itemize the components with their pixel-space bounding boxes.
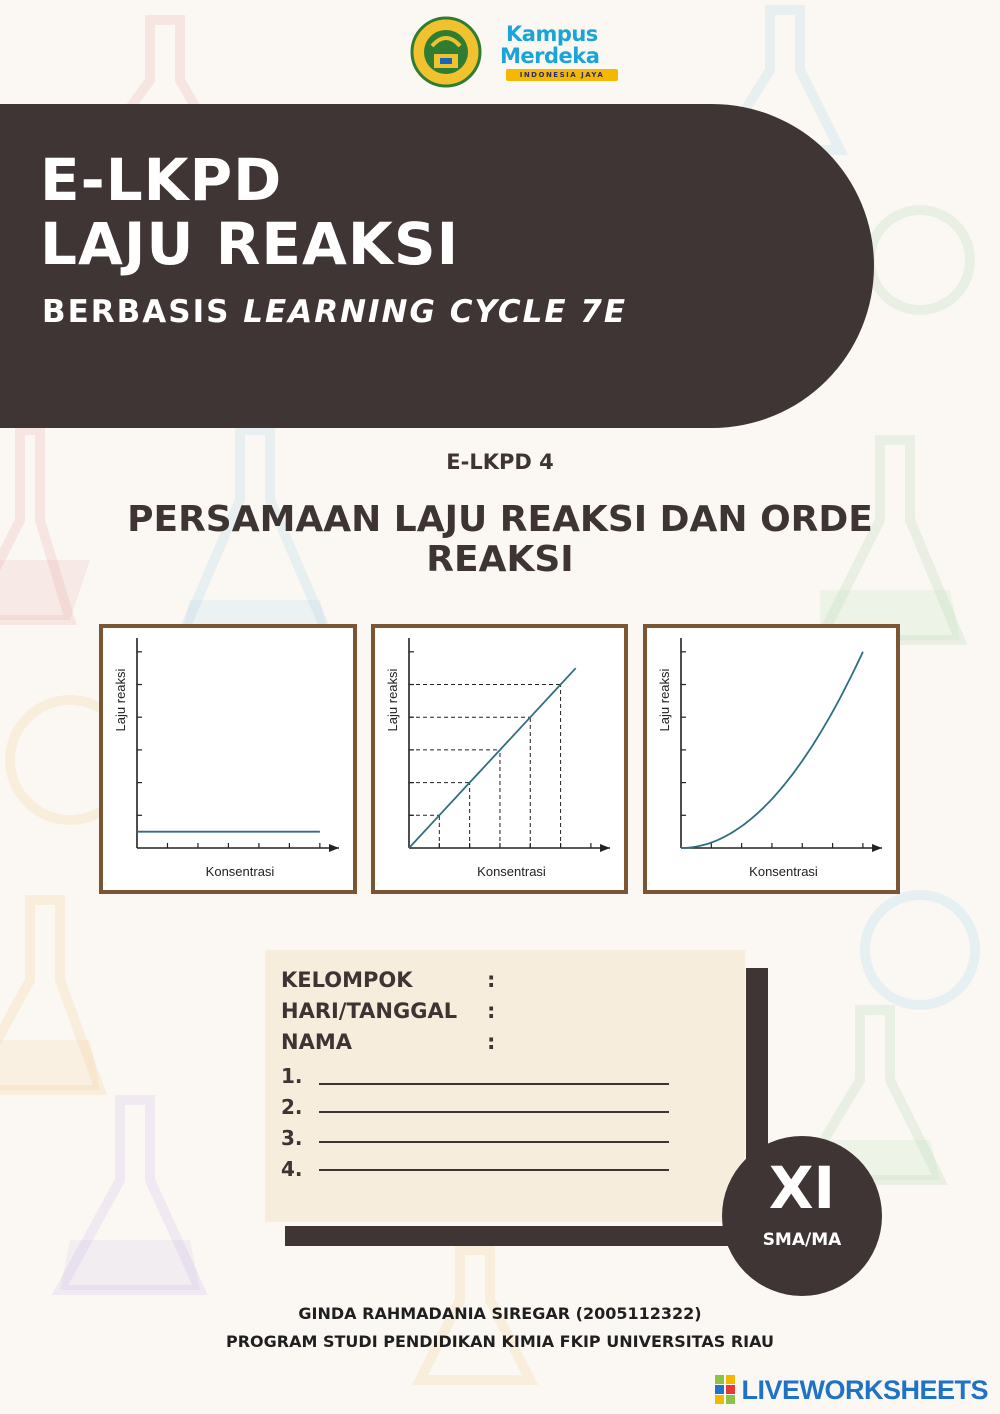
liveworksheets-icon [715, 1375, 737, 1405]
author-line: GINDA RAHMADANIA SIREGAR (2005112322) [298, 1304, 702, 1323]
title-line-2: LAJU REAKSI [40, 210, 460, 278]
header-logos [410, 14, 630, 94]
member-line-2[interactable] [319, 1111, 669, 1113]
class-grade: XI [768, 1154, 836, 1222]
y-axis-label: Laju reaksi [113, 668, 128, 732]
y-axis-label: Laju reaksi [657, 668, 672, 732]
date-colon: : [487, 999, 496, 1023]
member-line-1[interactable] [319, 1083, 669, 1085]
x-axis-arrow [872, 844, 882, 852]
data-line [409, 668, 576, 848]
member-line-4[interactable] [319, 1169, 669, 1171]
member-number-1: 1. [281, 1064, 303, 1088]
subtitle-emphasis: LEARNING CYCLE 7E [243, 294, 628, 330]
km-logo-tagline: INDONESIA JAYA [506, 69, 618, 81]
class-badge [722, 1136, 882, 1296]
x-axis-label: Konsentrasi [749, 864, 818, 879]
member-number-3: 3. [281, 1126, 303, 1150]
program-line: PROGRAM STUDI PENDIDIKAN KIMIA FKIP UNIVERSITAS RIAU [226, 1332, 774, 1351]
graph-svg [103, 628, 353, 890]
subtitle-prefix: BERBASIS [42, 294, 244, 330]
name-label: NAMA [281, 1030, 352, 1054]
graph-svg [375, 628, 624, 890]
group-colon: : [487, 968, 496, 992]
liveworksheets-watermark [715, 1372, 988, 1408]
group-label: KELOMPOK [281, 968, 413, 992]
worksheet-topic: PERSAMAAN LAJU REAKSI DAN ORDE REAKSI [127, 499, 873, 580]
credits [0, 1300, 1000, 1356]
title-line-1: E-LKPD [40, 146, 283, 214]
km-logo-word1: Kampus [506, 22, 598, 46]
date-label: HARI/TANGGAL [281, 999, 458, 1023]
member-number-4: 4. [281, 1157, 303, 1181]
kampus-merdeka-logo [498, 22, 628, 86]
title-banner [0, 104, 874, 428]
worksheet-number: E-LKPD 4 [446, 450, 554, 474]
graph-first-order [371, 624, 628, 894]
x-axis-label: Konsentrasi [205, 864, 275, 879]
graph-svg [647, 628, 896, 890]
x-axis-label: Konsentrasi [477, 864, 546, 879]
x-axis-arrow [329, 844, 339, 852]
graph-second-order [643, 624, 900, 894]
data-line [681, 652, 863, 848]
class-level: SMA/MA [762, 1230, 842, 1250]
x-axis-arrow [600, 844, 610, 852]
liveworksheets-text: LIVEWORKSHEETS [741, 1374, 988, 1405]
card-frame-horizontal [285, 1226, 765, 1246]
document-subtitle [42, 294, 627, 330]
y-axis-label: Laju reaksi [385, 668, 400, 732]
member-number-2: 2. [281, 1095, 303, 1119]
identity-form [265, 950, 745, 1222]
university-logo [410, 16, 482, 88]
document-title [40, 148, 459, 276]
km-logo-word2: Merdeka [500, 44, 600, 68]
name-colon: : [487, 1030, 496, 1054]
member-line-3[interactable] [319, 1141, 669, 1143]
graph-zero-order [99, 624, 357, 894]
